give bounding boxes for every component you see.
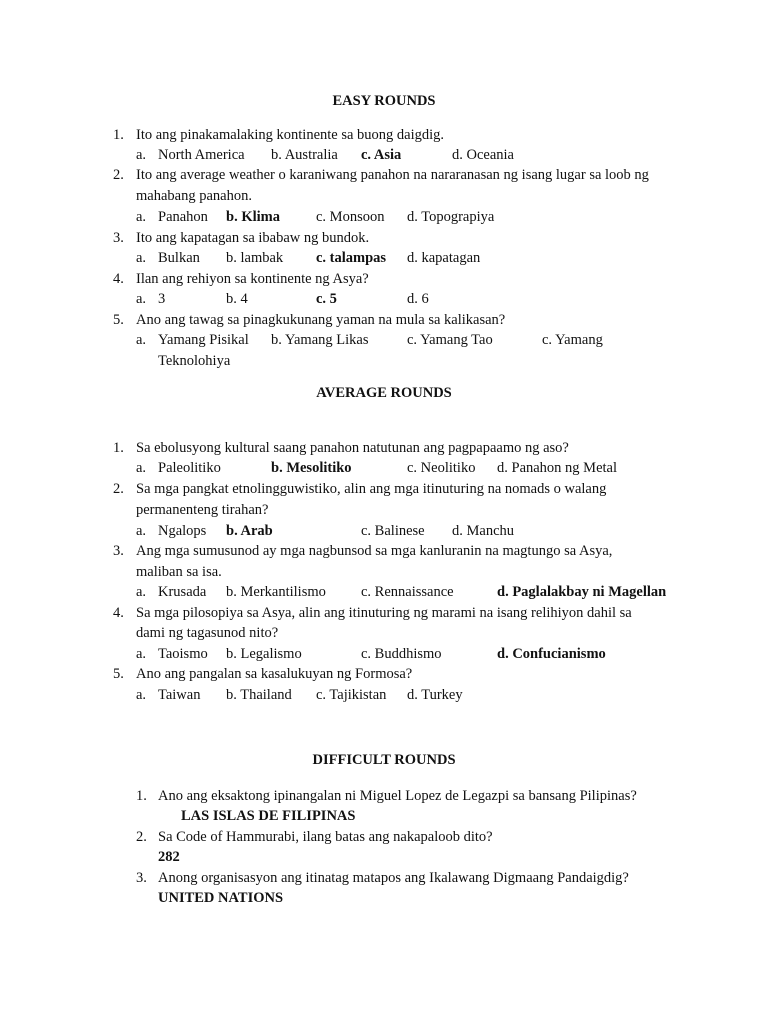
option-a: Panahon — [158, 209, 208, 225]
question-text: Ano ang eksaktong ipinangalan ni Miguel Lopez de Legazpi sa bansang Pilipinas? — [158, 788, 637, 804]
option-letter: a. — [136, 209, 147, 225]
option-b: b. Legalismo — [226, 646, 302, 662]
question-number: 1. — [113, 127, 124, 143]
option-letter: a. — [136, 584, 147, 600]
question-text-continued: permanenteng tirahan? — [136, 502, 269, 518]
option-a-answer: Taiwan — [158, 687, 201, 703]
option-d: d. Manchu — [452, 523, 515, 539]
answer-text: 282 — [158, 849, 180, 865]
answer-text: UNITED NATIONS — [158, 890, 284, 906]
option-b: b. 4 — [226, 291, 248, 307]
question-text-continued: maliban sa isa. — [136, 564, 222, 580]
question-text: Ang mga sumusunod ay mga nagbunsod sa mga kanluranin na magtungo sa Asya, — [136, 543, 613, 559]
option-d: d. Oceania — [452, 147, 514, 163]
option-a: Yamang Pisikal — [158, 332, 249, 348]
question-text: Sa Code of Hammurabi, ilang batas ang nakapaloob dito? — [158, 829, 493, 845]
option-d: c. Yamang — [542, 332, 603, 348]
option-c: c. Tajikistan — [316, 687, 387, 703]
question-number: 1. — [113, 440, 124, 456]
option-c: c. Neolitiko — [407, 460, 476, 476]
option-d: d. Topograpiya — [407, 209, 495, 225]
option-d: d. Turkey — [407, 687, 463, 703]
option-c: c. Yamang Tao — [407, 332, 493, 348]
option-b: b. Thailand — [226, 687, 292, 703]
question-text: Ito ang kapatagan sa ibabaw ng bundok. — [136, 230, 370, 246]
option-letter: a. — [136, 291, 147, 307]
option-b-answer: b. Mesolitiko — [271, 460, 352, 476]
question-number: 2. — [113, 167, 124, 183]
option-b: b. Merkantilismo — [226, 584, 326, 600]
question-number: 1. — [136, 788, 147, 804]
option-d-answer: d. Confucianismo — [497, 646, 606, 662]
option-c-answer: c. talampas — [316, 250, 387, 266]
option-a: North America — [158, 147, 245, 163]
option-d: d. 6 — [407, 291, 429, 307]
question-text: Sa mga pangkat etnolingguwistiko, alin ang mga itinuturing na nomads o walang — [136, 481, 607, 497]
question-number: 4. — [113, 605, 124, 621]
option-a: Ngalops — [158, 523, 207, 539]
question-number: 3. — [113, 543, 124, 559]
question-text: Ano ang tawag sa pinagkukunang yaman na mula sa kalikasan? — [136, 312, 506, 328]
easy-rounds-heading: EASY ROUNDS — [332, 93, 436, 109]
question-text: Ito ang average weather o karaniwang panahon na nararanasan ng isang lugar sa loob ng — [136, 167, 649, 183]
option-c: c. Buddhismo — [361, 646, 442, 662]
difficult-rounds-heading: DIFFICULT ROUNDS — [312, 752, 456, 768]
option-d: d. Panahon ng Metal — [497, 460, 618, 476]
option-a: Krusada — [158, 584, 207, 600]
question-text: Anong organisasyon ang itinatag matapos ang Ikalawang Digmaang Pandaigdig? — [158, 870, 629, 886]
option-d-answer: d. Paglalakbay ni Magellan — [497, 584, 667, 600]
question-text-continued: mahabang panahon. — [136, 188, 252, 204]
question-number: 2. — [113, 481, 124, 497]
option-d-continued: Teknolohiya — [158, 353, 231, 369]
option-a: Bulkan — [158, 250, 200, 266]
option-letter: a. — [136, 646, 147, 662]
question-number: 2. — [136, 829, 147, 845]
question-number: 3. — [136, 870, 147, 886]
average-rounds-heading: AVERAGE ROUNDS — [316, 385, 452, 401]
option-b: b. lambak — [226, 250, 284, 266]
option-b-answer: b. Klima — [226, 209, 280, 225]
question-text: Sa ebolusyong kultural saang panahon natutunan ang pagpapaamo ng aso? — [136, 440, 569, 456]
option-letter: a. — [136, 332, 147, 348]
question-number: 4. — [113, 271, 124, 287]
question-text: Ilan ang rehiyon sa kontinente ng Asya? — [136, 271, 369, 287]
option-c: c. Rennaissance — [361, 584, 454, 600]
option-c-answer: c. Asia — [361, 147, 402, 163]
option-c: c. Monsoon — [316, 209, 385, 225]
question-text: Sa mga pilosopiya sa Asya, alin ang itinuturing ng marami na isang relihiyon dahil sa — [136, 605, 632, 621]
option-letter: a. — [136, 460, 147, 476]
option-c-answer: c. 5 — [316, 291, 337, 307]
question-text-continued: dami ng tagasunod nito? — [136, 625, 279, 641]
option-a: Taoismo — [158, 646, 208, 662]
option-letter: a. — [136, 250, 147, 266]
question-text: Ano ang pangalan sa kasalukuyan ng Formosa? — [136, 666, 413, 682]
question-number: 3. — [113, 230, 124, 246]
question-number: 5. — [113, 666, 124, 682]
option-b-answer: b. Arab — [226, 523, 273, 539]
option-d: d. kapatagan — [407, 250, 481, 266]
option-a: Paleolitiko — [158, 460, 221, 476]
option-letter: a. — [136, 523, 147, 539]
question-text: Ito ang pinakamalaking kontinente sa buong daigdig. — [136, 127, 445, 143]
answer-text: LAS ISLAS DE FILIPINAS — [181, 808, 356, 824]
option-b: b. Australia — [271, 147, 338, 163]
option-letter: a. — [136, 147, 147, 163]
question-number: 5. — [113, 312, 124, 328]
option-a: 3 — [158, 291, 166, 307]
option-b: b. Yamang Likas — [271, 332, 369, 348]
option-letter: a. — [136, 687, 147, 703]
option-c: c. Balinese — [361, 523, 425, 539]
